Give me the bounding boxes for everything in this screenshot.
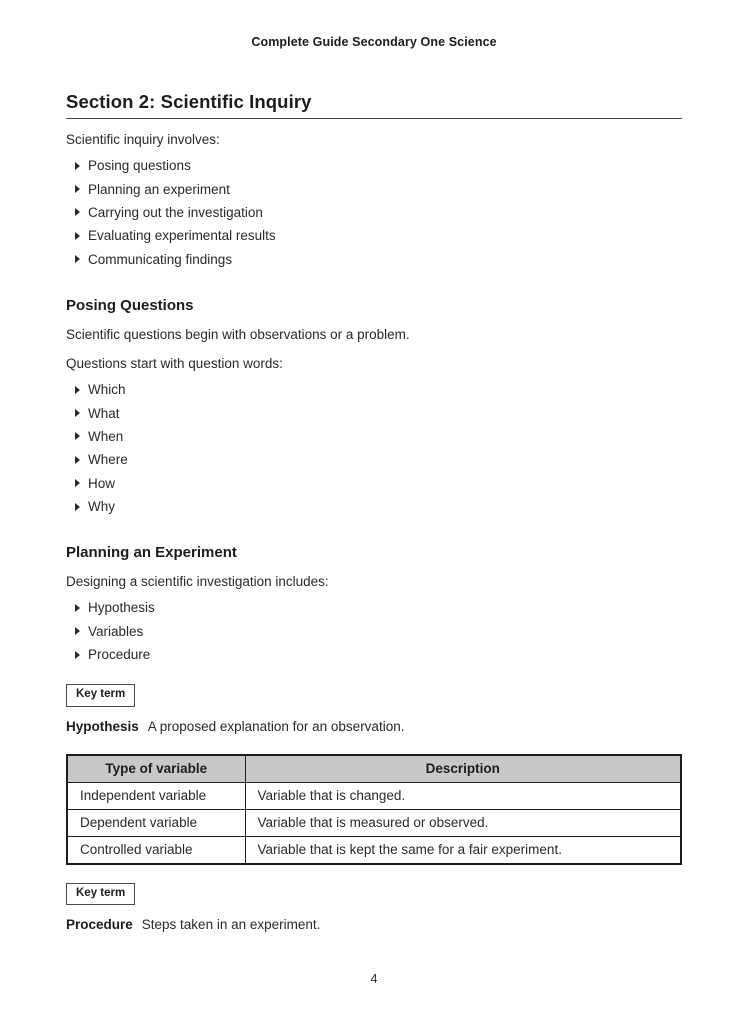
list-item-label: Procedure [88,647,151,663]
bullet-triangle-icon [75,651,80,659]
table-cell: Variable that is measured or observed. [245,809,681,836]
list-item [66,448,682,471]
bullet-triangle-icon [75,162,80,170]
bullet-triangle-icon [75,386,80,394]
definition-term: Procedure [66,917,133,933]
table-cell: Variable that is kept the same for a fair experiment. [245,836,681,864]
bullet-triangle-icon [75,503,80,511]
key-term-badge: Key term [66,684,135,707]
planning-experiment-heading: Planning an Experiment [66,544,237,562]
list-item-label: Hypothesis [88,600,155,616]
bullet-triangle-icon [75,627,80,635]
bullet-triangle-icon [75,456,80,464]
list-item [66,177,682,200]
list-item [66,154,682,177]
list-item-label: What [88,405,120,421]
list-item-label: Which [88,382,126,398]
planning-intro: Designing a scientific investigation includes: [66,574,329,590]
section-title: Section 2: Scientific Inquiry [66,91,682,119]
procedure-definition [66,917,682,932]
table-cell: Dependent variable [67,809,245,836]
list-item [66,472,682,495]
variables-table [66,754,682,865]
list-item [66,425,682,448]
list-item-label: Communicating findings [88,251,233,267]
bullet-triangle-icon [75,604,80,612]
page-number: 4 [370,972,378,986]
list-item [66,401,682,424]
list-item-label: Planning an experiment [88,181,230,197]
posing-questions-para1: Scientific questions begin with observations or a problem. [66,326,410,342]
planning-items-list [66,596,682,666]
list-item [66,495,682,518]
running-header: Complete Guide Secondary One Science [251,35,497,49]
list-item-label: Posing questions [88,158,191,174]
table-cell: Variable that is changed. [245,782,681,809]
list-item [66,620,682,643]
definition-text: A proposed explanation for an observation. [147,718,405,734]
bullet-triangle-icon [75,185,80,193]
list-item-label: Why [88,499,115,515]
table-row [67,809,681,836]
bullet-triangle-icon [75,479,80,487]
question-words-list [66,378,682,518]
list-item [66,596,682,619]
bullet-triangle-icon [75,409,80,417]
inquiry-steps-list [66,154,682,271]
list-item [66,643,682,666]
list-item-label: Where [88,452,128,468]
definition-term: Hypothesis [66,718,139,734]
table-header-cell: Type of variable [67,755,245,783]
bullet-triangle-icon [75,432,80,440]
table-row [67,782,681,809]
bullet-triangle-icon [75,232,80,240]
posing-questions-para2: Questions start with question words: [66,355,283,371]
list-item [66,378,682,401]
table-row [67,836,681,864]
bullet-triangle-icon [75,208,80,216]
list-item-label: When [88,428,124,444]
posing-questions-heading: Posing Questions [66,296,194,314]
table-cell: Controlled variable [67,836,245,864]
hypothesis-definition [66,719,682,734]
list-item [66,201,682,224]
list-item [66,248,682,271]
definition-text: Steps taken in an experiment. [141,917,321,933]
page-content [66,91,682,932]
table-header-row [67,755,681,783]
list-item-label: Evaluating experimental results [88,228,276,244]
table-header-cell: Description [245,755,681,783]
section-intro: Scientific inquiry involves: [66,132,220,147]
key-term-badge: Key term [66,883,135,906]
table-cell: Independent variable [67,782,245,809]
list-item-label: Carrying out the investigation [88,204,263,220]
bullet-triangle-icon [75,255,80,263]
list-item-label: Variables [88,623,144,639]
list-item [66,224,682,247]
list-item-label: How [88,475,116,491]
